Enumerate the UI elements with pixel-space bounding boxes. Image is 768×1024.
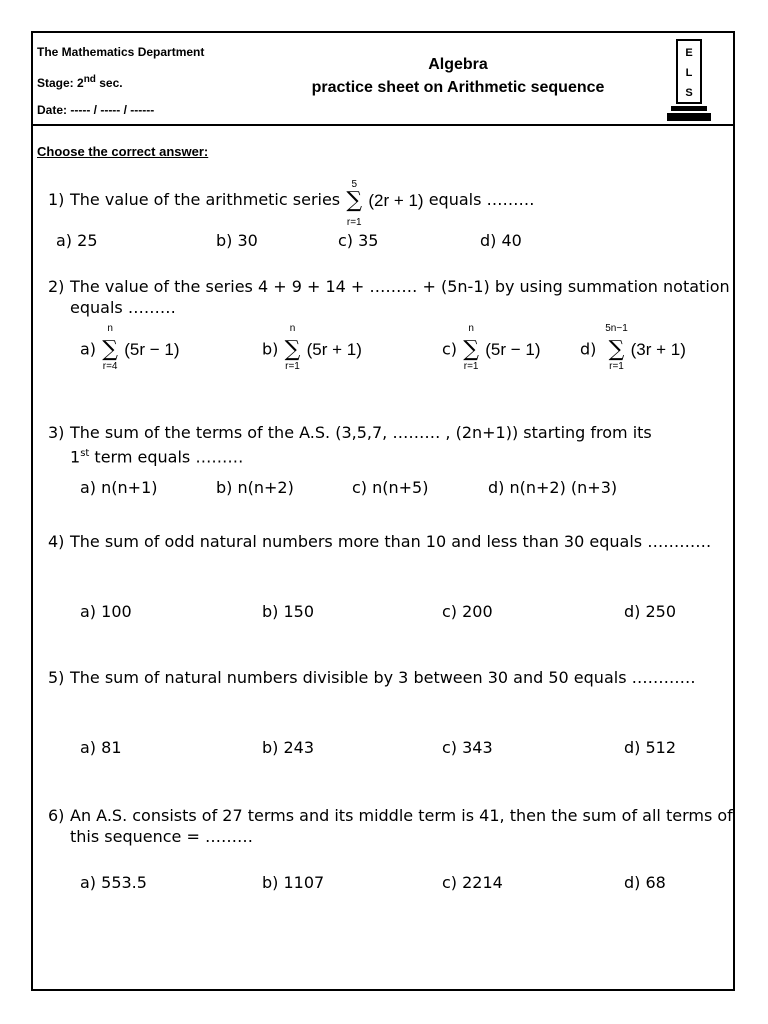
option-a[interactable]: a) n ∑ r=4 (5r − 1) xyxy=(80,323,180,372)
option-d[interactable]: d) 68 xyxy=(624,873,666,892)
question-number: 6) xyxy=(48,806,65,825)
summation-icon: 5 ∑ r=1 xyxy=(346,178,363,228)
question-number: 1) xyxy=(48,190,65,209)
question-4 xyxy=(33,531,733,575)
option-a[interactable]: a) 81 xyxy=(80,738,122,757)
option-d[interactable]: d) 512 xyxy=(624,738,677,757)
question-5 xyxy=(33,667,733,711)
option-c[interactable]: c) n(n+5) xyxy=(352,478,429,497)
option-c[interactable]: c) 2214 xyxy=(442,873,503,892)
stage-label: Stage: 2nd sec. xyxy=(37,74,123,90)
date-label: Date: ----- / ----- / ------ xyxy=(37,103,155,117)
summation-icon: n ∑ r=1 xyxy=(284,323,301,372)
option-d[interactable]: d) n(n+2) (n+3) xyxy=(488,478,618,497)
summation-icon: n ∑ r=1 xyxy=(463,323,479,372)
option-b[interactable]: b) 1107 xyxy=(262,873,325,892)
school-logo: E L S xyxy=(676,39,702,104)
option-b[interactable]: b) n ∑ r=1 (5r + 1) xyxy=(262,323,362,372)
logo-base-icon xyxy=(671,106,707,111)
option-b[interactable]: b) n(n+2) xyxy=(216,478,294,497)
logo-stand-icon xyxy=(667,113,711,121)
option-c[interactable]: c) n ∑ r=1 (5r − 1) xyxy=(442,323,541,372)
option-a[interactable]: a) 100 xyxy=(80,602,132,621)
subject-title: Algebra xyxy=(428,56,488,73)
option-b[interactable]: b) 30 xyxy=(216,231,258,250)
option-b[interactable]: b) 243 xyxy=(262,738,315,757)
option-c[interactable]: c) 343 xyxy=(442,738,493,757)
option-d[interactable]: d) 40 xyxy=(480,231,522,250)
option-d[interactable]: d) 250 xyxy=(624,602,677,621)
option-c[interactable]: c) 200 xyxy=(442,602,493,621)
question-text: The value of the arithmetic series 5 ∑ r=1 (2r + 1) equals ……… xyxy=(70,178,535,228)
question-number: 3) xyxy=(48,423,65,442)
question-number: 2) xyxy=(48,277,65,296)
question-2 xyxy=(33,276,733,320)
question-number: 4) xyxy=(48,532,65,551)
option-a[interactable]: a) 25 xyxy=(56,231,98,250)
option-d[interactable]: d) 5n−1 ∑ r=1 (3r + 1) xyxy=(580,323,686,372)
header-info xyxy=(37,39,204,124)
instructions-heading: Choose the correct answer: xyxy=(37,144,209,159)
option-c[interactable]: c) 35 xyxy=(338,231,379,250)
worksheet xyxy=(31,31,735,991)
worksheet-header xyxy=(33,33,733,126)
summation-icon: n ∑ r=4 xyxy=(102,323,118,372)
question-number: 5) xyxy=(48,668,65,687)
question-text: The value of the series 4 + 9 + 14 + ……… + (5n-1) by using summation notation equals ……… xyxy=(70,277,730,317)
question-text: The sum of the terms of the A.S. (3,5,7, ……… , (2n+1)) starting from its 1st term equals ……… xyxy=(70,423,652,467)
option-b[interactable]: b) 150 xyxy=(262,602,315,621)
page-title xyxy=(273,53,643,99)
department-label: The Mathematics Department xyxy=(37,45,205,59)
question-text: The sum of natural numbers divisible by 3 between 30 and 50 equals ………… xyxy=(70,668,696,687)
sheet-title: practice sheet on Arithmetic sequence xyxy=(311,79,605,96)
question-text: An A.S. consists of 27 terms and its middle term is 41, then the sum of all terms of this sequence = ……… xyxy=(70,806,733,846)
option-a[interactable]: a) 553.5 xyxy=(80,873,147,892)
question-3 xyxy=(33,422,733,466)
summation-icon: 5n−1 ∑ r=1 xyxy=(605,323,628,372)
question-1 xyxy=(33,178,733,228)
question-6 xyxy=(33,805,733,849)
question-text: The sum of odd natural numbers more than 10 and less than 30 equals ………… xyxy=(70,532,712,551)
option-a[interactable]: a) n(n+1) xyxy=(80,478,158,497)
